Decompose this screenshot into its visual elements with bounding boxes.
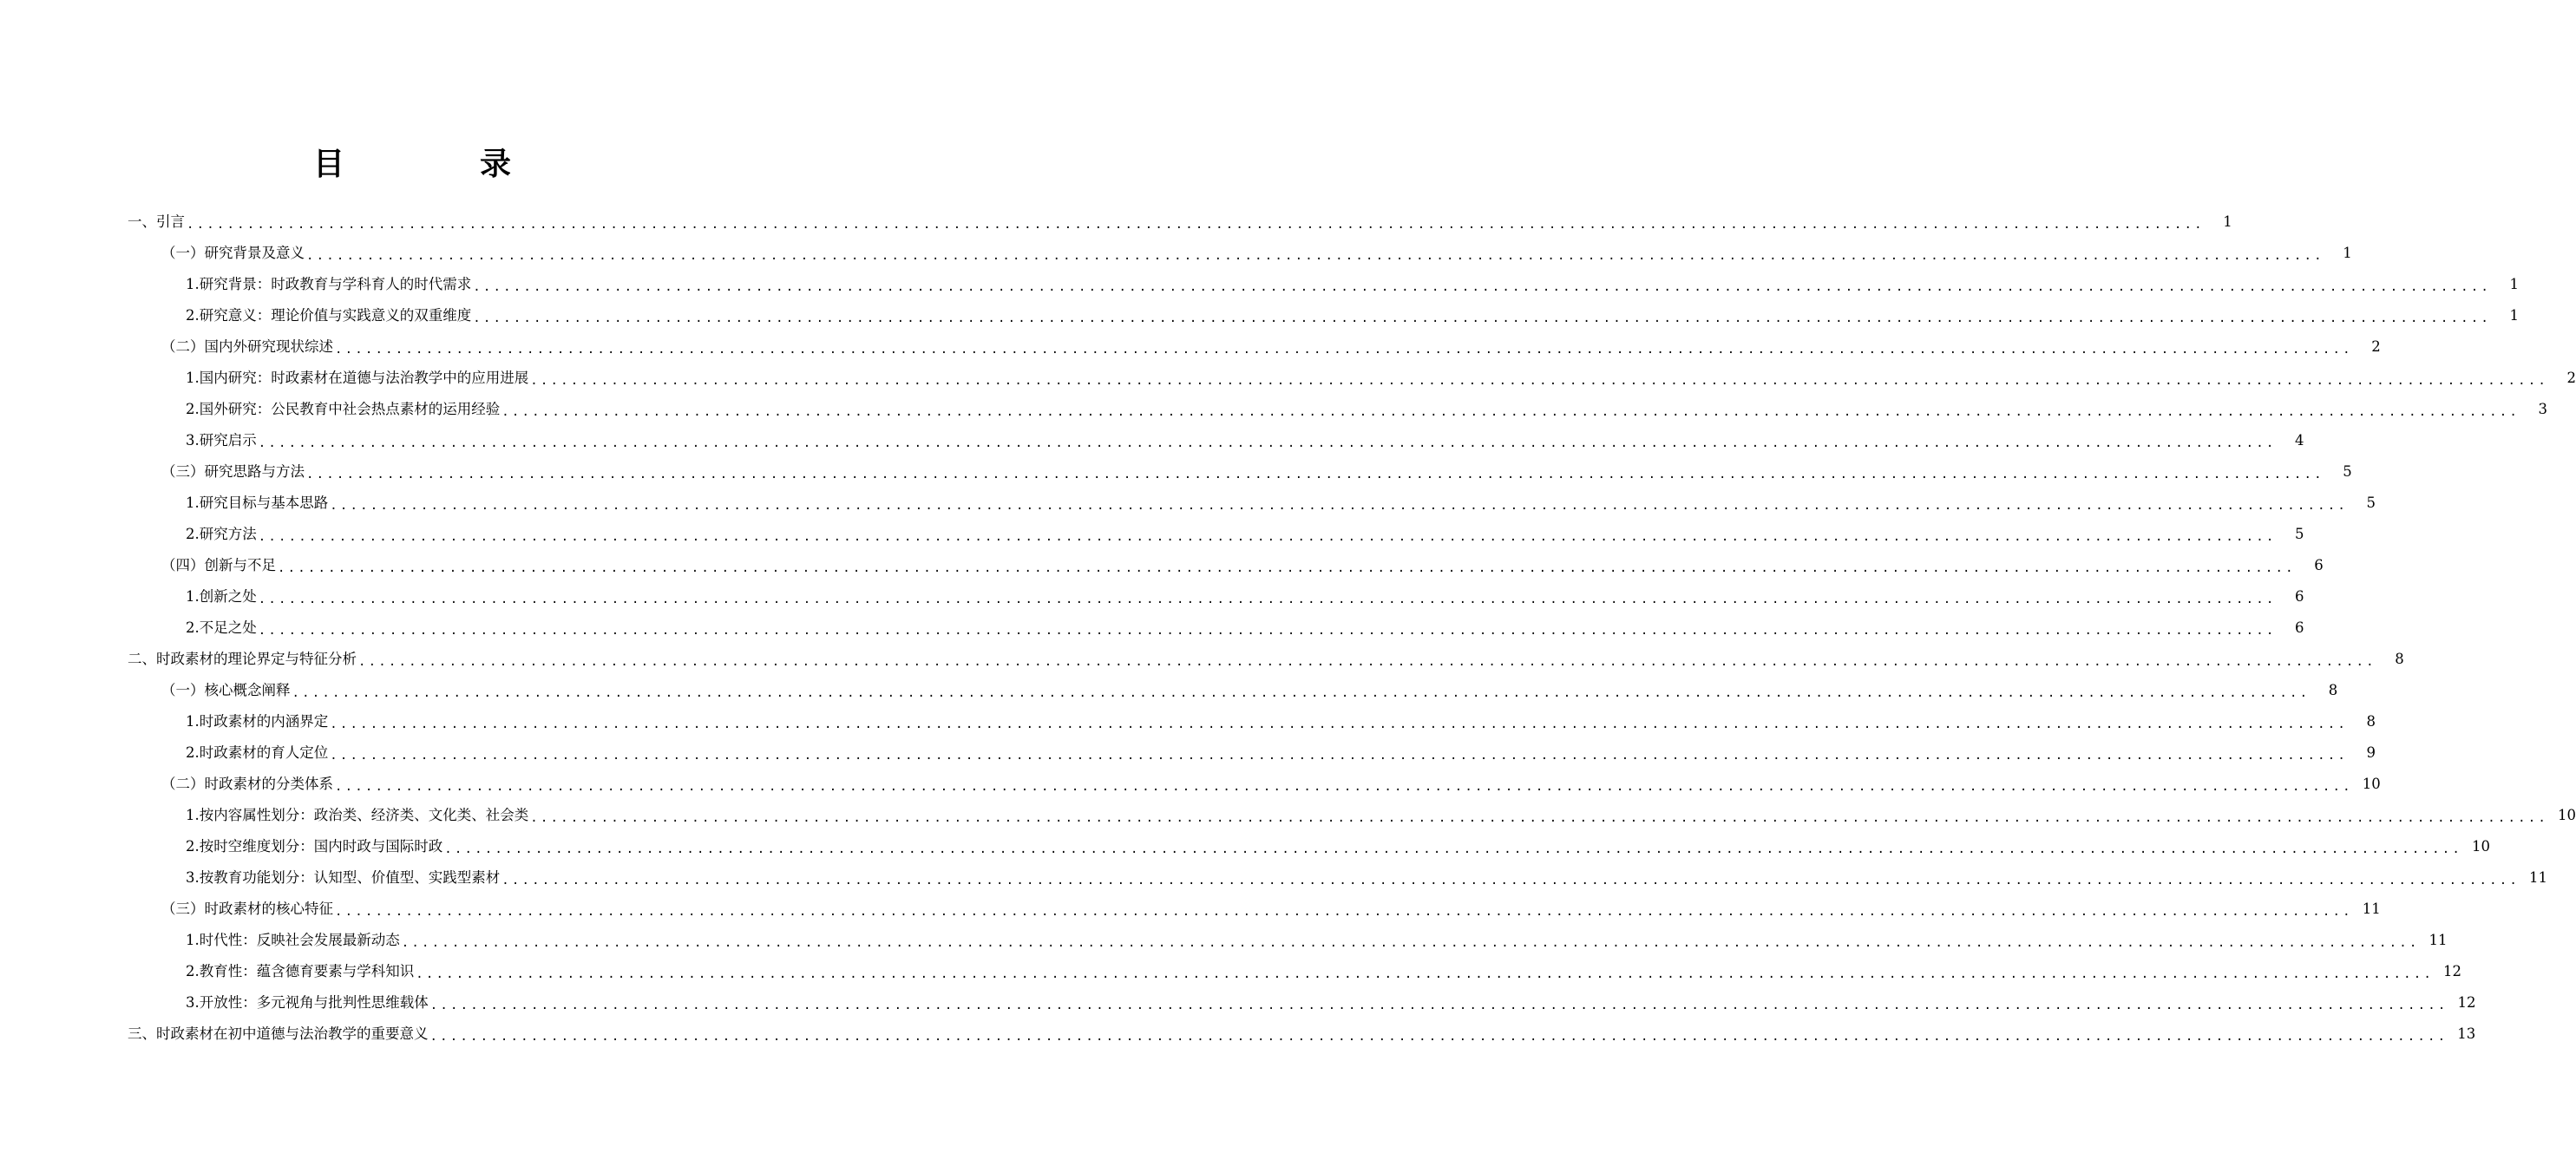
toc-entry-title: 2.国外研究：公民教育中社会热点素材的运用经验 — [186, 401, 501, 417]
toc-page-number: 10 — [2362, 776, 2381, 792]
toc-entry[interactable] — [0, 644, 2404, 675]
toc-page-number: 8 — [2395, 651, 2404, 667]
toc-page-number: 1 — [2509, 276, 2519, 292]
toc-page-number: 12 — [2443, 963, 2461, 979]
toc-page-number: 2 — [2566, 370, 2576, 386]
toc-leader-dots: ........................................................................................................................................................................................................ — [330, 499, 2348, 513]
toc-entry-title: 2.研究方法 — [186, 526, 257, 542]
toc-leader-dots: ........................................................................................................................................................................................................ — [401, 936, 2420, 950]
toc-leader-dots: ........................................................................................................................................................................................................ — [258, 593, 2277, 606]
toc-entry[interactable] — [0, 675, 2338, 706]
toc-entry-title: （二）国内外研究现状综述 — [161, 338, 333, 355]
toc-leader-dots: ........................................................................................................................................................................................................ — [416, 967, 2434, 981]
toc-entry-title: （三）研究思路与方法 — [161, 463, 305, 480]
toc-leader-dots: ........................................................................................................................................................................................................ — [335, 780, 2353, 794]
toc-entry[interactable] — [0, 800, 2576, 831]
toc-entry[interactable] — [0, 769, 2381, 800]
toc-leader-dots: ........................................................................................................................................................................................................ — [335, 905, 2353, 919]
toc-entry[interactable] — [0, 238, 2352, 269]
toc-entry[interactable] — [0, 987, 2476, 1019]
toc-entry-title: 2.不足之处 — [186, 619, 257, 636]
toc-entry[interactable] — [0, 269, 2519, 300]
toc-entry-title: 2.按时空维度划分：国内时政与国际时政 — [186, 838, 443, 855]
toc-page-number: 1 — [2223, 213, 2232, 230]
toc-page-number: 11 — [2429, 932, 2448, 948]
toc-entry[interactable] — [0, 519, 2304, 550]
toc-entry-title: 3.开放性：多元视角与批判性思维载体 — [186, 994, 429, 1011]
toc-entry[interactable] — [0, 206, 2232, 238]
toc-entry[interactable] — [0, 706, 2376, 737]
toc-page-number: 5 — [2343, 463, 2352, 480]
toc-entry-title: 2.教育性：蕴含德育要素与学科知识 — [186, 963, 415, 979]
toc-entry[interactable] — [0, 581, 2304, 612]
toc-entry-title: 2.研究意义：理论价值与实践意义的双重维度 — [186, 307, 472, 324]
toc-leader-dots: ........................................................................................................................................................................................................ — [444, 842, 2462, 856]
toc-leader-dots: ........................................................................................................................................................................................................ — [358, 655, 2376, 669]
toc-page-number: 2 — [2371, 338, 2381, 355]
toc-leader-dots: ........................................................................................................................................................................................................ — [306, 468, 2324, 481]
toc-entry[interactable] — [0, 331, 2381, 363]
toc-entry-title: 1.研究目标与基本思路 — [186, 495, 329, 511]
toc-entry-title: 三、时政素材在初中道德与法治教学的重要意义 — [128, 1025, 429, 1042]
toc-page-number: 5 — [2295, 526, 2304, 542]
toc-page-number: 6 — [2314, 557, 2324, 573]
toc-entry[interactable] — [0, 1019, 2476, 1050]
toc-leader-dots: ........................................................................................................................................................................................................ — [258, 436, 2277, 450]
toc-entry-title: （四）创新与不足 — [161, 557, 276, 573]
page-title: 目 录 — [312, 146, 563, 183]
toc-entry-title: 1.国内研究：时政素材在道德与法治教学中的应用进展 — [186, 370, 529, 386]
toc-entry-title: （二）时政素材的分类体系 — [161, 776, 333, 792]
toc-leader-dots: ........................................................................................................................................................................................................ — [501, 405, 2520, 419]
toc-leader-dots: ........................................................................................................................................................................................................ — [429, 999, 2448, 1012]
toc-entry[interactable] — [0, 425, 2304, 456]
toc-entry-title: 1.创新之处 — [186, 588, 257, 605]
toc-leader-dots: ........................................................................................................................................................................................................ — [530, 374, 2548, 388]
toc-leader-dots: ........................................................................................................................................................................................................ — [473, 280, 2491, 294]
toc-leader-dots: ........................................................................................................................................................................................................ — [330, 749, 2348, 763]
toc-entry[interactable] — [0, 925, 2448, 956]
toc-leader-dots: ........................................................................................................................................................................................................ — [278, 561, 2296, 575]
toc-page-number: 13 — [2457, 1025, 2476, 1042]
toc-entry[interactable] — [0, 363, 2576, 394]
toc-entry[interactable] — [0, 737, 2376, 769]
toc-entry-title: （三）时政素材的核心特征 — [161, 901, 333, 917]
table-of-contents — [0, 206, 2576, 1050]
toc-page-number: 12 — [2457, 994, 2476, 1011]
toc-entry[interactable] — [0, 488, 2376, 519]
toc-entry[interactable] — [0, 831, 2490, 862]
toc-entry-title: （一）研究背景及意义 — [161, 245, 305, 261]
toc-entry-title: （一）核心概念阐释 — [161, 682, 291, 698]
toc-entry-title: 1.研究背景：时政教育与学科育人的时代需求 — [186, 276, 472, 292]
toc-leader-dots: ........................................................................................................................................................................................................ — [335, 343, 2353, 357]
toc-leader-dots: ........................................................................................................................................................................................................ — [258, 530, 2277, 544]
toc-page-number: 6 — [2295, 619, 2304, 636]
toc-entry[interactable] — [0, 456, 2352, 488]
toc-page-number: 11 — [2362, 901, 2381, 917]
toc-page-number: 1 — [2343, 245, 2352, 261]
toc-entry-title: 二、时政素材的理论界定与特征分析 — [128, 651, 357, 667]
toc-entry-title: 3.按教育功能划分：认知型、价值型、实践型素材 — [186, 869, 501, 886]
toc-leader-dots: ........................................................................................................................................................................................................ — [306, 249, 2324, 263]
toc-leader-dots: ........................................................................................................................................................................................................ — [258, 624, 2277, 638]
toc-page-number: 4 — [2295, 432, 2304, 449]
toc-entry-title: 3.研究启示 — [186, 432, 257, 449]
toc-page-number: 1 — [2509, 307, 2519, 324]
toc-page-number: 10 — [2472, 838, 2490, 855]
toc-leader-dots: ........................................................................................................................................................................................................ — [501, 874, 2520, 888]
toc-leader-dots: ........................................................................................................................................................................................................ — [187, 218, 2205, 232]
toc-entry-title: 1.按内容属性划分：政治类、经济类、文化类、社会类 — [186, 807, 529, 823]
toc-entry[interactable] — [0, 956, 2461, 987]
toc-entry[interactable] — [0, 862, 2547, 894]
toc-entry[interactable] — [0, 612, 2304, 644]
toc-entry-title: 2.时政素材的育人定位 — [186, 744, 329, 761]
toc-page-number: 11 — [2529, 869, 2547, 886]
toc-page-number: 3 — [2538, 401, 2547, 417]
toc-entry-title: 1.时政素材的内涵界定 — [186, 713, 329, 730]
toc-page-number: 8 — [2328, 682, 2338, 698]
toc-page-number: 9 — [2366, 744, 2376, 761]
toc-leader-dots: ........................................................................................................................................................................................................ — [473, 311, 2491, 325]
toc-leader-dots: ........................................................................................................................................................................................................ — [429, 1030, 2448, 1044]
toc-entry[interactable] — [0, 394, 2547, 425]
toc-page-number: 5 — [2366, 495, 2376, 511]
toc-entry[interactable] — [0, 550, 2324, 581]
toc-entry[interactable] — [0, 300, 2519, 331]
toc-leader-dots: ........................................................................................................................................................................................................ — [530, 811, 2548, 825]
toc-page-number: 8 — [2366, 713, 2376, 730]
toc-leader-dots: ........................................................................................................................................................................................................ — [330, 717, 2348, 731]
toc-entry[interactable] — [0, 894, 2381, 925]
toc-page-number: 10 — [2558, 807, 2576, 823]
toc-leader-dots: ........................................................................................................................................................................................................ — [292, 686, 2311, 700]
toc-page-number: 6 — [2295, 588, 2304, 605]
toc-entry-title: 1.时代性：反映社会发展最新动态 — [186, 932, 400, 948]
toc-entry-title: 一、引言 — [128, 213, 185, 230]
